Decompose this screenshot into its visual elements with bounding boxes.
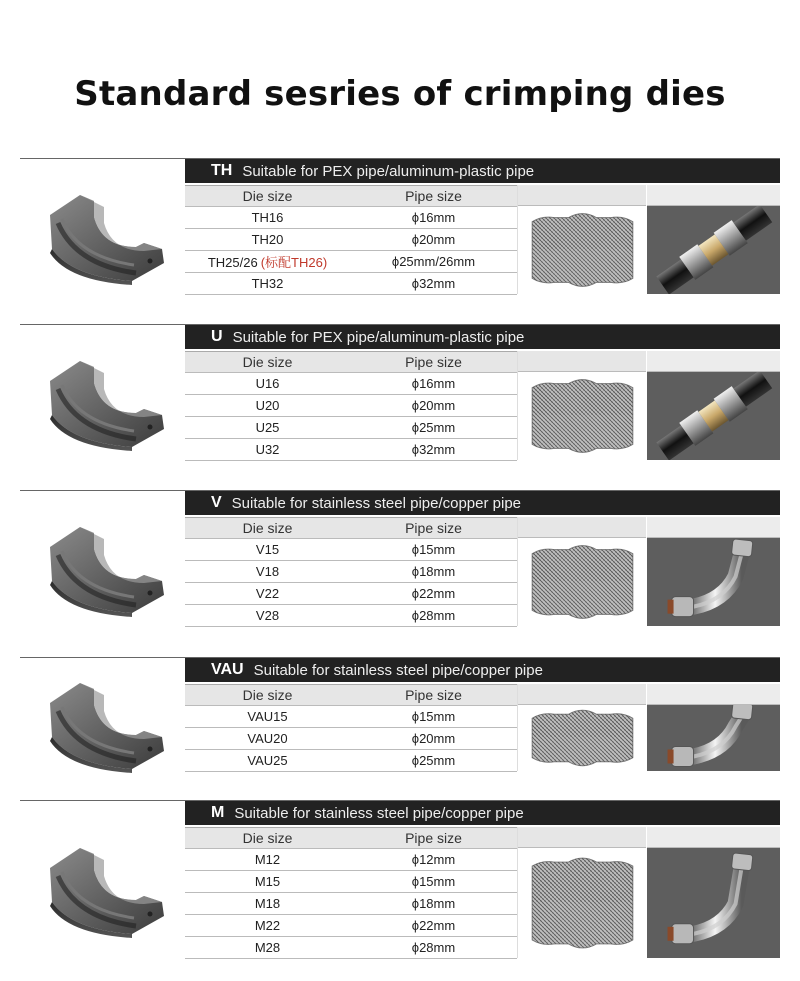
die-section-th: [20, 158, 780, 295]
die-size-cell: [185, 398, 350, 413]
die-size-value: M18: [254, 896, 281, 911]
die-size-cell: [185, 376, 350, 391]
pipe-size-cell: ϕ15mm: [411, 542, 456, 557]
crimp-die-image: [32, 830, 172, 940]
pex-press-fitting-image: [647, 372, 780, 460]
crimp-profile-cell: [517, 185, 646, 294]
crimp-die-image: [32, 177, 172, 287]
die-size-cell: [185, 874, 350, 889]
pipe-size-cell: ϕ25mm: [411, 753, 456, 768]
die-size-value: M22: [254, 918, 281, 933]
die-size-value: TH32: [251, 276, 284, 291]
die-size-cell: [185, 442, 350, 457]
crimp-die-image: [32, 343, 172, 453]
table-row: [185, 439, 517, 461]
crimp-die-image: [32, 665, 172, 775]
die-size-value: U20: [255, 398, 280, 413]
pipe-size-header: Pipe size: [405, 354, 462, 370]
pipe-size-cell: ϕ16mm: [411, 376, 456, 391]
profile-header: [518, 185, 646, 206]
die-size-cell: [185, 896, 350, 911]
table-row: [185, 207, 517, 229]
table-row: [185, 229, 517, 251]
die-size-cell: [185, 542, 350, 557]
series-code: TH: [211, 162, 233, 179]
pex-press-fitting-image: [647, 206, 780, 294]
pipe-size-cell: ϕ12mm: [411, 852, 456, 867]
pipe-size-cell: ϕ15mm: [411, 874, 456, 889]
profile-header: [518, 351, 646, 372]
die-size-cell: [185, 232, 350, 247]
table-header-row: [185, 352, 517, 373]
pipe-size-cell: ϕ20mm: [411, 232, 456, 247]
table-header-row: [185, 186, 517, 207]
series-code: M: [211, 804, 225, 821]
table-row: [185, 395, 517, 417]
series-header: [185, 325, 780, 349]
series-header: [185, 159, 780, 183]
table-row: [185, 849, 517, 871]
photo-header: [647, 684, 780, 705]
die-size-cell: [185, 586, 350, 601]
crimp-profile-cell: [517, 827, 646, 958]
pipe-size-cell: ϕ32mm: [411, 442, 456, 457]
table-row: [185, 871, 517, 893]
die-size-cell: [185, 252, 350, 271]
series-description: Suitable for stainless steel pipe/copper pipe: [234, 804, 524, 822]
die-size-cell: [185, 940, 350, 955]
size-table: [185, 684, 517, 772]
pipe-size-cell: ϕ15mm: [411, 709, 456, 724]
pipe-size-cell: ϕ22mm: [411, 586, 456, 601]
pipe-size-header: Pipe size: [405, 188, 462, 204]
photo-header: [647, 185, 780, 206]
table-row: [185, 893, 517, 915]
pipe-size-cell: ϕ22mm: [411, 918, 456, 933]
series-code: V: [211, 494, 222, 511]
size-table: [185, 351, 517, 461]
series-description: Suitable for PEX pipe/aluminum-plastic pipe: [242, 162, 535, 180]
table-row: [185, 750, 517, 772]
die-size-cell: [185, 276, 350, 291]
die-size-cell: [185, 210, 350, 225]
die-size-header: Die size: [242, 188, 293, 204]
pipe-size-cell: ϕ20mm: [411, 731, 456, 746]
pipe-size-cell: ϕ28mm: [411, 940, 456, 955]
series-header: [185, 801, 780, 825]
die-size-cell: [185, 753, 350, 768]
pipe-size-header: Pipe size: [405, 520, 462, 536]
die-size-note: (标配TH26): [260, 255, 328, 270]
pipe-size-cell: ϕ20mm: [411, 398, 456, 413]
die-size-value: VAU15: [247, 709, 288, 724]
profile-header: [518, 684, 646, 705]
die-size-cell: [185, 918, 350, 933]
die-size-value: U16: [255, 376, 280, 391]
die-section-vau: [20, 657, 780, 772]
series-code: VAU: [211, 661, 244, 678]
fitting-photo-cell: [647, 827, 780, 958]
pipe-size-cell: ϕ18mm: [411, 564, 456, 579]
stainless-elbow-image: [647, 538, 780, 626]
table-row: [185, 539, 517, 561]
series-header: [185, 658, 780, 682]
crimp-profile-icon: [518, 206, 646, 294]
fitting-photo-cell: [647, 684, 780, 771]
die-size-value: V15: [255, 542, 280, 557]
die-size-cell: [185, 709, 350, 724]
table-row: [185, 251, 517, 273]
die-size-cell: [185, 420, 350, 435]
crimp-profile-icon: [518, 848, 646, 958]
size-table: [185, 827, 517, 959]
crimp-profile-cell: [517, 351, 646, 460]
crimp-profile-icon: [518, 372, 646, 460]
table-row: [185, 561, 517, 583]
die-size-cell: [185, 608, 350, 623]
die-size-value: M15: [254, 874, 281, 889]
table-row: [185, 915, 517, 937]
table-header-row: [185, 518, 517, 539]
die-size-value: TH25/26: [207, 255, 258, 270]
die-size-value: V22: [255, 586, 280, 601]
series-description: Suitable for PEX pipe/aluminum-plastic pipe: [232, 328, 525, 346]
profile-header: [518, 827, 646, 848]
table-header-row: [185, 828, 517, 849]
die-section-m: [20, 800, 780, 959]
die-size-header: Die size: [242, 830, 293, 846]
table-row: [185, 417, 517, 439]
photo-header: [647, 827, 780, 848]
stainless-elbow-image: [647, 848, 780, 958]
table-row: [185, 605, 517, 627]
photo-header: [647, 517, 780, 538]
crimp-profile-cell: [517, 517, 646, 626]
size-table: [185, 517, 517, 627]
die-section-v: [20, 490, 780, 627]
series-description: Suitable for stainless steel pipe/copper pipe: [253, 661, 543, 679]
crimp-profile-cell: [517, 684, 646, 771]
table-header-row: [185, 685, 517, 706]
die-size-value: TH16: [251, 210, 284, 225]
die-section-u: [20, 324, 780, 461]
die-size-value: TH20: [251, 232, 284, 247]
die-size-cell: [185, 564, 350, 579]
size-table: [185, 185, 517, 295]
fitting-photo-cell: [647, 185, 780, 294]
page-title: Standard sesries of crimping dies: [74, 74, 726, 114]
die-size-value: V18: [255, 564, 280, 579]
die-size-value: V28: [255, 608, 280, 623]
photo-header: [647, 351, 780, 372]
die-size-cell: [185, 731, 350, 746]
pipe-size-cell: ϕ28mm: [411, 608, 456, 623]
die-size-value: M12: [254, 852, 281, 867]
die-size-value: U25: [255, 420, 280, 435]
die-size-value: VAU25: [247, 753, 288, 768]
table-row: [185, 728, 517, 750]
die-size-header: Die size: [242, 354, 293, 370]
die-size-cell: [185, 852, 350, 867]
pipe-size-cell: ϕ16mm: [411, 210, 456, 225]
table-row: [185, 373, 517, 395]
crimp-profile-icon: [518, 538, 646, 626]
die-size-value: VAU20: [247, 731, 288, 746]
die-size-value: M28: [254, 940, 281, 955]
pipe-size-header: Pipe size: [405, 687, 462, 703]
profile-header: [518, 517, 646, 538]
pipe-size-cell: ϕ32mm: [411, 276, 456, 291]
crimp-profile-icon: [518, 705, 646, 771]
die-size-value: U32: [255, 442, 280, 457]
die-size-header: Die size: [242, 687, 293, 703]
table-row: [185, 937, 517, 959]
pipe-size-cell: ϕ25mm/26mm: [391, 254, 476, 269]
table-row: [185, 583, 517, 605]
table-row: [185, 273, 517, 295]
series-header: [185, 491, 780, 515]
fitting-photo-cell: [647, 517, 780, 626]
pipe-size-header: Pipe size: [405, 830, 462, 846]
pipe-size-cell: ϕ25mm: [411, 420, 456, 435]
fitting-photo-cell: [647, 351, 780, 460]
series-description: Suitable for stainless steel pipe/copper pipe: [231, 494, 522, 512]
table-row: [185, 706, 517, 728]
crimp-die-image: [32, 509, 172, 619]
pipe-size-cell: ϕ18mm: [411, 896, 456, 911]
die-size-header: Die size: [242, 520, 293, 536]
series-code: U: [211, 328, 223, 345]
stainless-elbow-image: [647, 705, 780, 771]
